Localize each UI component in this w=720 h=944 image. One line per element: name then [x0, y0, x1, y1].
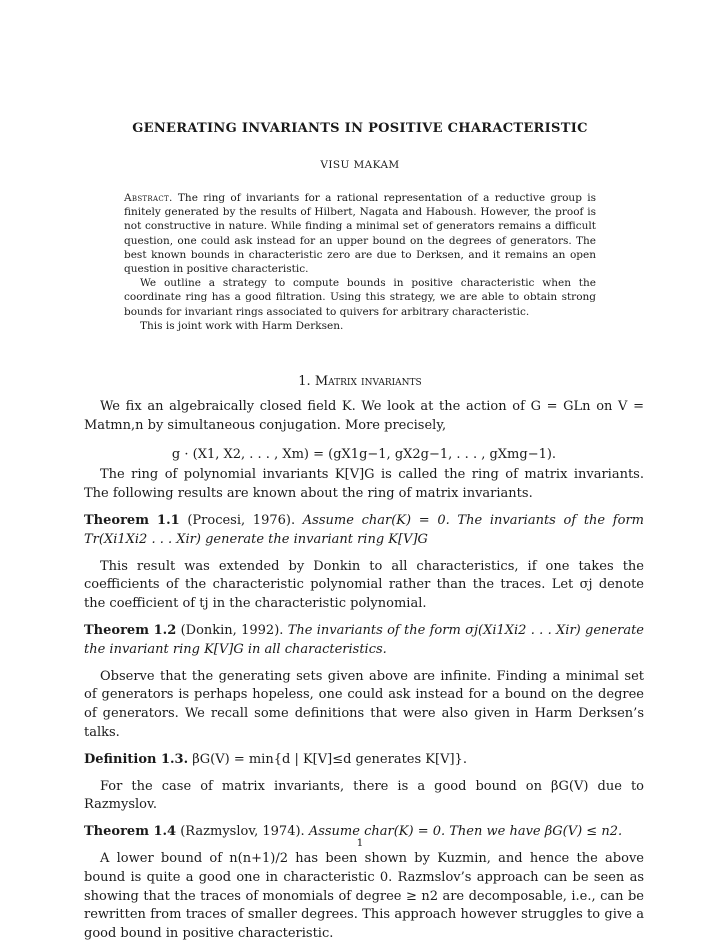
body-text: [84, 398, 644, 944]
section-heading: [0, 374, 720, 389]
paragraph-lower-bound: A lower bound of n(n+1)/2 has been shown by Kuzmin, and hence the above bound is quite a good one in characteristic 0. Razmslov’s approach can be seen as showing that the traces of monomials of degree ≥ n2 are decomposable, i.e., can be rewritten from traces of smaller degrees. This approach however struggles to give a good bound in positive characteristic.: [84, 850, 644, 942]
abstract-label: Abstract.: [124, 192, 173, 204]
abstract-paragraph-1: [124, 191, 596, 276]
paragraph-donkin: This result was extended by Donkin to all characteristics, if one takes the coefficients of the characteristic polynomial rather than the traces. Let σj denote the coefficient of tj in the characteristic polynomial.: [84, 558, 644, 612]
theorem-1-1-label: Theorem 1.1: [84, 512, 180, 528]
theorem-1-1: [84, 512, 644, 550]
theorem-1-4-label: Theorem 1.4: [84, 824, 177, 840]
theorem-1-4-statement: Assume char(K) = 0. Then we have βG(V) ≤ n2.: [308, 824, 623, 840]
section-number: 1.: [298, 374, 311, 389]
paragraph-generating-sets: Observe that the generating sets given above are infinite. Finding a minimal set of generators is perhaps hopeless, one could ask instead for a bound on the degree of generators. We recall some definitions that were also given in Harm Derksen’s talks.: [84, 668, 644, 740]
equation-conjugation: g · (X1, X2, . . . , Xm) = (gX1g−1, gX2g−1, . . . , gXmg−1).: [171, 446, 557, 462]
abstract-paragraph-2: We outline a strategy to compute bounds in positive characteristic when the coordinate ring has a good filtration. Using this strategy, we are able to obtain strong bounds for invariant rings associated to quivers for arbitrary characteristic.: [124, 277, 596, 318]
abstract-paragraph-3: This is joint work with Harm Derksen.: [140, 319, 344, 332]
theorem-1-2: [84, 622, 644, 660]
theorem-1-2-citation: (Donkin, 1992).: [180, 622, 284, 638]
section-title: Matrix invariants: [314, 374, 422, 389]
theorem-1-2-label: Theorem 1.2: [84, 622, 177, 638]
theorem-1-1-citation: (Procesi, 1976).: [187, 512, 296, 528]
theorem-1-1-statement: Assume char(K) = 0. The invariants of the form Tr(Xi1Xi2 . . . Xir) generate the invariant ring K[V]G: [84, 512, 644, 547]
paragraph-matrix-invariants: The ring of polynomial invariants K[V]G is called the ring of matrix invariants. The following results are known about the ring of matrix invariants.: [84, 467, 644, 502]
theorem-1-4-citation: (Razmyslov, 1974).: [180, 824, 305, 840]
paragraph-intro: We fix an algebraically closed field K. We look at the action of G = GLn on V = Matmn,n by simultaneous conjugation. More precisely,: [84, 399, 644, 433]
page-number: 1: [356, 837, 364, 849]
definition-1-3-label: Definition 1.3.: [84, 751, 189, 767]
abstract-text-1: The ring of invariants for a rational representation of a reductive group is finitely generated by the results of Hilbert, Nagata and Haboush. However, the proof is not constructive in nature. While finding a minimal set of generators remains a difficult question, one could ask instead for an upper bound on the degrees of generators. The best known bounds in characteristic zero are due to Derksen, and it remains an open question in positive characteristic.: [124, 192, 596, 276]
paper-title: GENERATING INVARIANTS IN POSITIVE CHARACTERISTIC: [132, 121, 588, 136]
abstract: [124, 191, 596, 333]
definition-1-3-statement: βG(V) = min{d | K[V]≤d generates K[V]}.: [192, 751, 467, 767]
paper-author: VISU MAKAM: [320, 159, 400, 171]
definition-1-3: [84, 751, 644, 770]
theorem-1-2-statement: The invariants of the form σj(Xi1Xi2 . . . Xir) generate the invariant ring K[V]G in all characteristics.: [84, 622, 645, 657]
paragraph-razmyslov-bound: For the case of matrix invariants, there is a good bound on βG(V) due to Razmyslov.: [84, 778, 644, 813]
